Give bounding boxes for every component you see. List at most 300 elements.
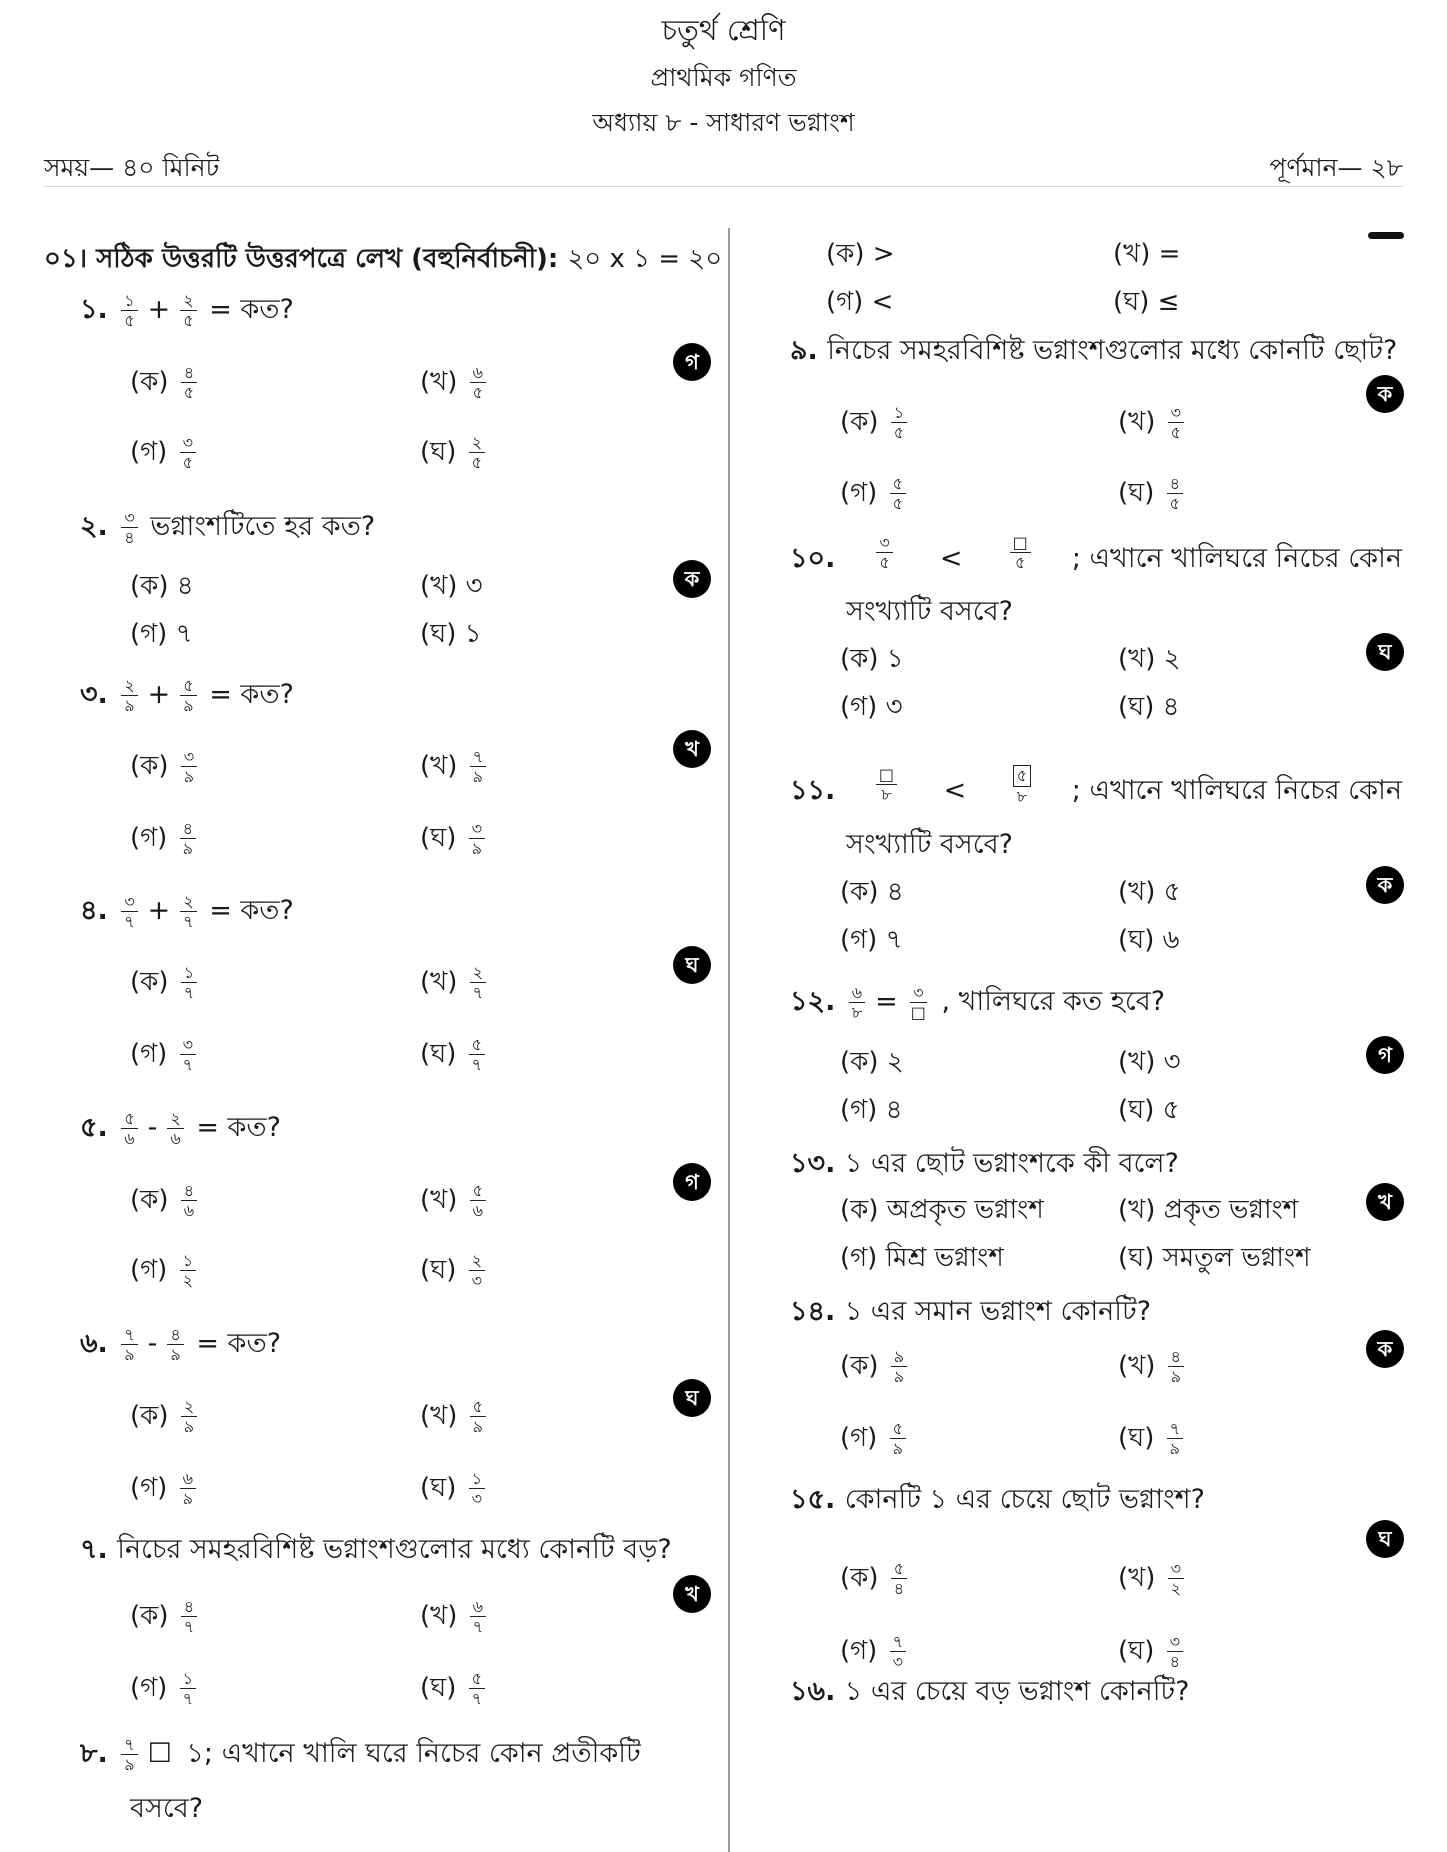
- numerator: ২: [180, 291, 196, 311]
- option-kha[interactable]: [1118, 866, 1181, 918]
- option-label: (খ): [420, 571, 466, 601]
- denominator: ৯: [124, 1345, 135, 1364]
- numerator: ৪: [1168, 1347, 1184, 1367]
- denominator: ৯: [124, 696, 135, 715]
- option-value: ৩: [465, 571, 483, 601]
- denominator: ৮: [851, 1003, 863, 1022]
- denominator: ৫: [1170, 423, 1182, 442]
- option-label: (গ): [840, 692, 886, 722]
- question-7: [80, 1524, 672, 1576]
- option-ka[interactable]: [840, 396, 911, 448]
- numerator: ৩: [180, 433, 196, 453]
- option-label: (খ): [1118, 407, 1164, 437]
- option-label: (ক): [840, 877, 887, 907]
- option-ga[interactable]: [130, 1662, 200, 1714]
- numerator: ১: [121, 291, 137, 311]
- answer-badge: ঘ: [1366, 1520, 1404, 1558]
- option-ka[interactable]: [130, 1590, 201, 1642]
- numerator: ৩: [1167, 1632, 1183, 1652]
- question-text: নিচের সমহরবিশিষ্ট ভগ্নাংশগুলোর মধ্যে কোনটি ছোট?: [827, 335, 1398, 366]
- option-gha[interactable]: [420, 1244, 489, 1296]
- denominator: ৫: [892, 494, 903, 513]
- numerator: ৩: [876, 533, 892, 553]
- numerator: ৪: [181, 363, 197, 383]
- denominator: ৯: [1169, 1439, 1181, 1458]
- option-value: ৪: [886, 877, 904, 907]
- option-fraction: [1167, 1419, 1183, 1458]
- answer-badge: ক: [1366, 1330, 1404, 1368]
- option-fraction: [1168, 1559, 1184, 1598]
- option-label: (ঘ): [1118, 1423, 1163, 1453]
- option-fraction: [1167, 474, 1183, 513]
- option-fraction: [181, 747, 197, 786]
- option-kha[interactable]: [1118, 396, 1188, 448]
- question-text: ; এখানে খালিঘরে নিচের কোন: [1071, 543, 1402, 574]
- option-label: (খ): [420, 1401, 466, 1431]
- question-text: = কত?: [200, 895, 294, 926]
- column-divider: [728, 228, 730, 1852]
- numerator: ৩: [181, 747, 197, 767]
- question-text: , খালিঘরে কত হবে?: [932, 986, 1166, 1017]
- option-gha[interactable]: [420, 608, 482, 660]
- denominator: ৬: [124, 1129, 135, 1148]
- denominator: ৯: [183, 1417, 195, 1436]
- option-label: (ক): [130, 571, 177, 601]
- option-label: (খ): [420, 967, 466, 997]
- option-value: ৭: [175, 619, 193, 649]
- section-heading: [44, 238, 722, 282]
- denominator: ৭: [472, 1617, 484, 1636]
- operator: +: [147, 895, 171, 926]
- option-label: (ঘ): [1118, 1243, 1163, 1273]
- option-label: (খ): [420, 1601, 466, 1631]
- question-number: ৮.: [80, 1738, 118, 1769]
- numerator: ৩: [180, 1035, 196, 1055]
- option-gha[interactable]: [1118, 1232, 1311, 1284]
- option-kha[interactable]: [1118, 1036, 1181, 1088]
- option-fraction: [1168, 403, 1184, 442]
- numerator: ৫: [1013, 765, 1031, 787]
- option-kha[interactable]: [1113, 228, 1180, 280]
- denominator: ৯: [182, 839, 193, 858]
- denominator: ৯: [471, 839, 483, 858]
- operator: +: [147, 294, 171, 325]
- numerator: ৪: [167, 1325, 183, 1345]
- denominator: ২: [1170, 1579, 1182, 1598]
- stem-fraction: [849, 983, 865, 1022]
- question-number: ৪.: [80, 895, 118, 926]
- denominator: ৭: [182, 1055, 193, 1074]
- option-label: (ঘ): [1118, 1636, 1163, 1666]
- numerator: ২: [470, 963, 486, 983]
- stem-fraction: [167, 1325, 183, 1364]
- denominator: ৮: [881, 785, 892, 804]
- question-number: ৫.: [80, 1112, 118, 1143]
- answer-badge: খ: [673, 1575, 711, 1613]
- option-fraction: [470, 1181, 486, 1220]
- option-label: (ক): [826, 239, 873, 269]
- option-fraction: [470, 747, 486, 786]
- option-label: (গ): [840, 1095, 886, 1125]
- question-text: ১ এর চেয়ে বড় ভগ্নাংশ কোনটি?: [844, 1676, 1190, 1707]
- stem-fraction: [180, 892, 196, 931]
- option-value: ৩: [1163, 1047, 1181, 1077]
- question-text-continued: সংখ্যাটি বসবে?: [846, 829, 1013, 860]
- operator: -: [147, 1328, 158, 1359]
- option-ka[interactable]: [840, 633, 904, 685]
- option-fraction: [1168, 1347, 1184, 1386]
- question-text: = কত?: [187, 1328, 282, 1359]
- numerator: ১: [469, 1469, 485, 1489]
- option-label: (ক): [840, 407, 887, 437]
- option-ka[interactable]: [130, 1390, 201, 1442]
- denominator: □: [910, 1003, 926, 1022]
- question-15: [790, 1474, 1205, 1526]
- option-kha[interactable]: [1118, 1340, 1188, 1392]
- denominator: ৯: [170, 1345, 181, 1364]
- numerator: ২: [167, 1109, 183, 1129]
- option-ka[interactable]: [840, 1552, 911, 1604]
- question-11: [790, 765, 1402, 817]
- numerator: ১: [180, 1669, 196, 1689]
- question-number: ৩.: [80, 679, 118, 710]
- option-kha[interactable]: [420, 560, 483, 612]
- option-label: (খ): [1118, 1047, 1164, 1077]
- question-14: [790, 1286, 1151, 1338]
- option-ga[interactable]: [840, 467, 910, 519]
- question-12: [790, 976, 1165, 1028]
- question-3: [80, 669, 294, 721]
- option-fraction: [469, 1669, 485, 1708]
- numerator: ৭: [121, 1735, 137, 1755]
- numerator: ৫: [121, 1109, 137, 1129]
- question-4: [80, 885, 294, 937]
- option-kha[interactable]: [420, 1390, 490, 1442]
- stem-fraction: [167, 1109, 183, 1148]
- denominator: ৫: [182, 453, 193, 472]
- stem-fraction: [1013, 765, 1031, 817]
- question-8: [80, 1728, 641, 1780]
- numerator: ৬: [470, 1597, 486, 1617]
- option-label: (ঘ): [1118, 478, 1163, 508]
- numerator: ৫: [180, 676, 196, 696]
- option-kha[interactable]: [420, 740, 490, 792]
- option-kha[interactable]: [420, 1174, 490, 1226]
- option-label: (ক): [130, 1601, 177, 1631]
- question-2: [80, 501, 375, 553]
- option-kha[interactable]: [1118, 633, 1181, 685]
- stem-fraction: [121, 676, 137, 715]
- stem-fraction: [908, 983, 929, 1022]
- denominator: ৫: [1169, 494, 1181, 513]
- stem-fraction: [121, 508, 137, 547]
- option-fraction: [181, 963, 197, 1002]
- option-label: (ঘ): [420, 1473, 465, 1503]
- option-gha[interactable]: [1118, 1084, 1180, 1136]
- numerator: ৩: [121, 508, 137, 528]
- option-value: ১: [464, 619, 482, 649]
- denominator: ৬: [170, 1129, 181, 1148]
- question-5: [80, 1102, 281, 1154]
- question-text: কোনটি ১ এর চেয়ে ছোট ভগ্নাংশ?: [844, 1484, 1205, 1515]
- option-fraction: [469, 819, 485, 858]
- answer-badge: ক: [1366, 375, 1404, 413]
- option-gha[interactable]: [420, 426, 489, 478]
- option-ga[interactable]: [840, 1084, 902, 1136]
- option-gha[interactable]: [420, 1662, 489, 1714]
- question-number: ২.: [80, 511, 118, 542]
- option-value: ৪: [885, 1095, 903, 1125]
- option-gha[interactable]: [420, 1462, 489, 1514]
- option-ga[interactable]: [826, 276, 893, 328]
- option-ga[interactable]: [840, 681, 903, 733]
- option-value: ২: [1163, 644, 1181, 674]
- denominator: ৯: [893, 1367, 905, 1386]
- option-fraction: [470, 1397, 486, 1436]
- option-gha[interactable]: [1113, 276, 1179, 328]
- answer-badge: ক: [673, 560, 711, 598]
- option-label: (ঘ): [1118, 692, 1163, 722]
- option-kha[interactable]: [1118, 1184, 1298, 1236]
- option-kha[interactable]: [420, 956, 490, 1008]
- option-ka[interactable]: [840, 1184, 1044, 1236]
- option-label: (গ): [130, 1673, 176, 1703]
- option-fraction: [180, 1469, 196, 1508]
- option-ga[interactable]: [840, 1232, 1004, 1284]
- option-gha[interactable]: [1118, 1412, 1187, 1464]
- numerator: ৭: [890, 1632, 906, 1652]
- question-number: ১০.: [790, 543, 836, 574]
- option-label: (গ): [130, 1039, 176, 1069]
- option-label: (ক): [130, 367, 177, 397]
- option-ga[interactable]: [130, 812, 200, 864]
- question-text: নিচের সমহরবিশিষ্ট ভগ্নাংশগুলোর মধ্যে কোনটি বড়?: [117, 1534, 672, 1565]
- numerator: ৩: [910, 983, 926, 1003]
- option-fraction: [470, 1597, 486, 1636]
- option-ka[interactable]: [130, 356, 201, 408]
- option-value: মিশ্র ভগ্নাংশ: [885, 1243, 1004, 1273]
- answer-badge: গ: [1366, 1036, 1404, 1074]
- option-label: (ঘ): [420, 1673, 465, 1703]
- numerator: ২: [469, 1251, 485, 1271]
- denominator: ৫: [1014, 553, 1026, 572]
- option-ka[interactable]: [840, 1036, 904, 1088]
- option-fraction: [469, 1251, 485, 1290]
- denominator: ৯: [472, 1417, 484, 1436]
- option-ka[interactable]: [826, 228, 895, 280]
- denominator: ৭: [183, 912, 194, 931]
- option-kha[interactable]: [420, 356, 490, 408]
- numerator: ৩: [469, 819, 485, 839]
- option-value: ৩: [885, 692, 903, 722]
- denominator: ৯: [183, 767, 195, 786]
- denominator: ৭: [124, 912, 135, 931]
- option-kha[interactable]: [1118, 1552, 1188, 1604]
- numerator: ৩: [121, 892, 137, 912]
- option-value: প্রকৃত ভগ্নাংশ: [1163, 1195, 1299, 1225]
- denominator: ৭: [471, 1689, 483, 1708]
- operator: -: [147, 1112, 158, 1143]
- question-number: ৬.: [80, 1328, 118, 1359]
- option-ga[interactable]: [130, 426, 200, 478]
- question-number: ১৩.: [790, 1148, 845, 1179]
- denominator: ৮: [1016, 787, 1028, 806]
- denominator: ৪: [124, 528, 135, 547]
- option-value: ৭: [885, 925, 903, 955]
- option-ka[interactable]: [130, 1174, 201, 1226]
- numerator: ৫: [469, 1035, 485, 1055]
- answer-badge: খ: [673, 730, 711, 768]
- option-value: ≤: [1157, 287, 1180, 317]
- question-number: ১৬.: [790, 1676, 845, 1707]
- numerator: ২: [181, 1397, 197, 1417]
- option-gha[interactable]: [1118, 467, 1187, 519]
- option-value: ২: [886, 1047, 904, 1077]
- option-value: >: [872, 239, 895, 269]
- denominator: ৯: [182, 1489, 193, 1508]
- denominator: ৪: [893, 1579, 905, 1598]
- denominator: ৫: [893, 423, 905, 442]
- option-label: (গ): [130, 437, 176, 467]
- option-fraction: [469, 1035, 485, 1074]
- answer-badge: ঘ: [673, 946, 711, 984]
- option-label: (গ): [130, 1473, 176, 1503]
- subject-title: প্রাথমিক গণিত: [650, 63, 797, 92]
- option-gha[interactable]: [1118, 914, 1180, 966]
- denominator: ৭: [182, 1689, 193, 1708]
- question-number: ১২.: [790, 986, 845, 1017]
- option-label: (গ): [840, 1243, 886, 1273]
- question-6: [80, 1318, 281, 1370]
- stem-fraction: [121, 1735, 137, 1774]
- option-fraction: [180, 1035, 196, 1074]
- question-number: ১১.: [790, 775, 836, 806]
- section-title: ০১। সঠিক উত্তরটি উত্তরপত্রে লেখ (বহুনির্বাচনী):: [44, 244, 559, 274]
- exam-time: সময়— ৪০ মিনিট: [44, 153, 220, 182]
- denominator: ২: [182, 1271, 193, 1290]
- option-label: (গ): [130, 823, 176, 853]
- option-label: (গ): [130, 1255, 176, 1285]
- option-label: (খ): [1118, 1563, 1164, 1593]
- question-number: ১৫.: [790, 1484, 845, 1515]
- stem-fraction: [876, 533, 892, 585]
- numerator: ৩: [1168, 403, 1184, 423]
- numerator: ৫: [469, 1669, 485, 1689]
- option-fraction: [181, 1597, 197, 1636]
- option-ka[interactable]: [840, 1340, 911, 1392]
- option-value: =: [1158, 239, 1181, 269]
- stem-fraction: [180, 291, 196, 330]
- answer-badge: ঘ: [1366, 633, 1404, 671]
- numerator: ৪: [181, 1181, 197, 1201]
- option-kha[interactable]: [420, 1590, 490, 1642]
- option-value: ৪: [176, 571, 194, 601]
- numerator: ১: [181, 963, 197, 983]
- denominator: ৩: [471, 1489, 483, 1508]
- option-label: (গ): [840, 478, 886, 508]
- question-text: ১ এর ছোট ভগ্নাংশকে কী বলে?: [844, 1148, 1179, 1179]
- numerator: ৫: [890, 1419, 906, 1439]
- question-1: [80, 284, 294, 336]
- option-ga[interactable]: [840, 914, 903, 966]
- option-label: (গ): [130, 619, 176, 649]
- denominator: ৬: [472, 1201, 484, 1220]
- option-label: (খ): [420, 751, 466, 781]
- option-fraction: [891, 1347, 907, 1386]
- numerator: ১: [180, 1251, 196, 1271]
- option-label: (ঘ): [420, 823, 465, 853]
- numerator: ২: [180, 892, 196, 912]
- denominator: ৩: [892, 1652, 903, 1671]
- question-text-continued: বসবে?: [130, 1793, 204, 1824]
- full-marks: পূর্ণমান— ২৮: [1269, 153, 1403, 182]
- option-fraction: [890, 1419, 906, 1458]
- option-ga[interactable]: [130, 1244, 200, 1296]
- operator: <: [943, 775, 967, 806]
- numerator: □: [876, 765, 897, 785]
- option-ga[interactable]: [840, 1412, 910, 1464]
- option-value: ৫: [1163, 877, 1181, 907]
- question-10: [790, 533, 1402, 585]
- option-label: (ক): [840, 1047, 887, 1077]
- option-label: (খ): [1113, 239, 1159, 269]
- option-fraction: [891, 1559, 907, 1598]
- chapter-title: অধ্যায় ৮ - সাধারণ ভগ্নাংশ: [592, 108, 855, 137]
- option-gha[interactable]: [420, 1028, 489, 1080]
- option-label: (ক): [840, 1195, 887, 1225]
- option-gha[interactable]: [1118, 681, 1180, 733]
- option-label: (গ): [826, 287, 872, 317]
- numerator: ৪: [180, 819, 196, 839]
- option-ga[interactable]: [130, 1462, 200, 1514]
- question-text: = কত?: [200, 679, 294, 710]
- numerator: ১: [891, 403, 907, 423]
- numerator: ৫: [890, 474, 906, 494]
- option-fraction: [181, 363, 197, 402]
- option-value: ৪: [1162, 692, 1180, 722]
- option-ka[interactable]: [130, 560, 194, 612]
- option-ka[interactable]: [840, 866, 904, 918]
- option-label: (খ): [420, 1185, 466, 1215]
- question-number: ১.: [80, 294, 118, 325]
- option-ka[interactable]: [130, 740, 201, 792]
- stem-fraction: [121, 1325, 137, 1364]
- option-label: (ক): [840, 1351, 887, 1381]
- question-text: = কত?: [187, 1112, 282, 1143]
- option-fraction: [470, 963, 486, 1002]
- denominator: ৫: [472, 383, 484, 402]
- option-fraction: [469, 433, 485, 472]
- header-divider: [44, 186, 1403, 187]
- option-label: (ক): [130, 751, 177, 781]
- option-fraction: [470, 363, 486, 402]
- option-ga[interactable]: [130, 1028, 200, 1080]
- option-gha[interactable]: [420, 812, 489, 864]
- denominator: ৫: [879, 553, 890, 572]
- answer-badge: গ: [673, 343, 711, 381]
- option-fraction: [180, 433, 196, 472]
- denominator: ৪: [1169, 1652, 1181, 1671]
- numerator: ৬: [180, 1469, 196, 1489]
- option-label: (গ): [840, 1423, 886, 1453]
- option-label: (ঘ): [420, 1039, 465, 1069]
- option-ga[interactable]: [130, 608, 193, 660]
- option-value: অপ্রকৃত ভগ্নাংশ: [886, 1195, 1044, 1225]
- option-ka[interactable]: [130, 956, 201, 1008]
- option-label: (ক): [130, 967, 177, 997]
- option-fraction: [890, 474, 906, 513]
- stem-fraction: [121, 1109, 137, 1148]
